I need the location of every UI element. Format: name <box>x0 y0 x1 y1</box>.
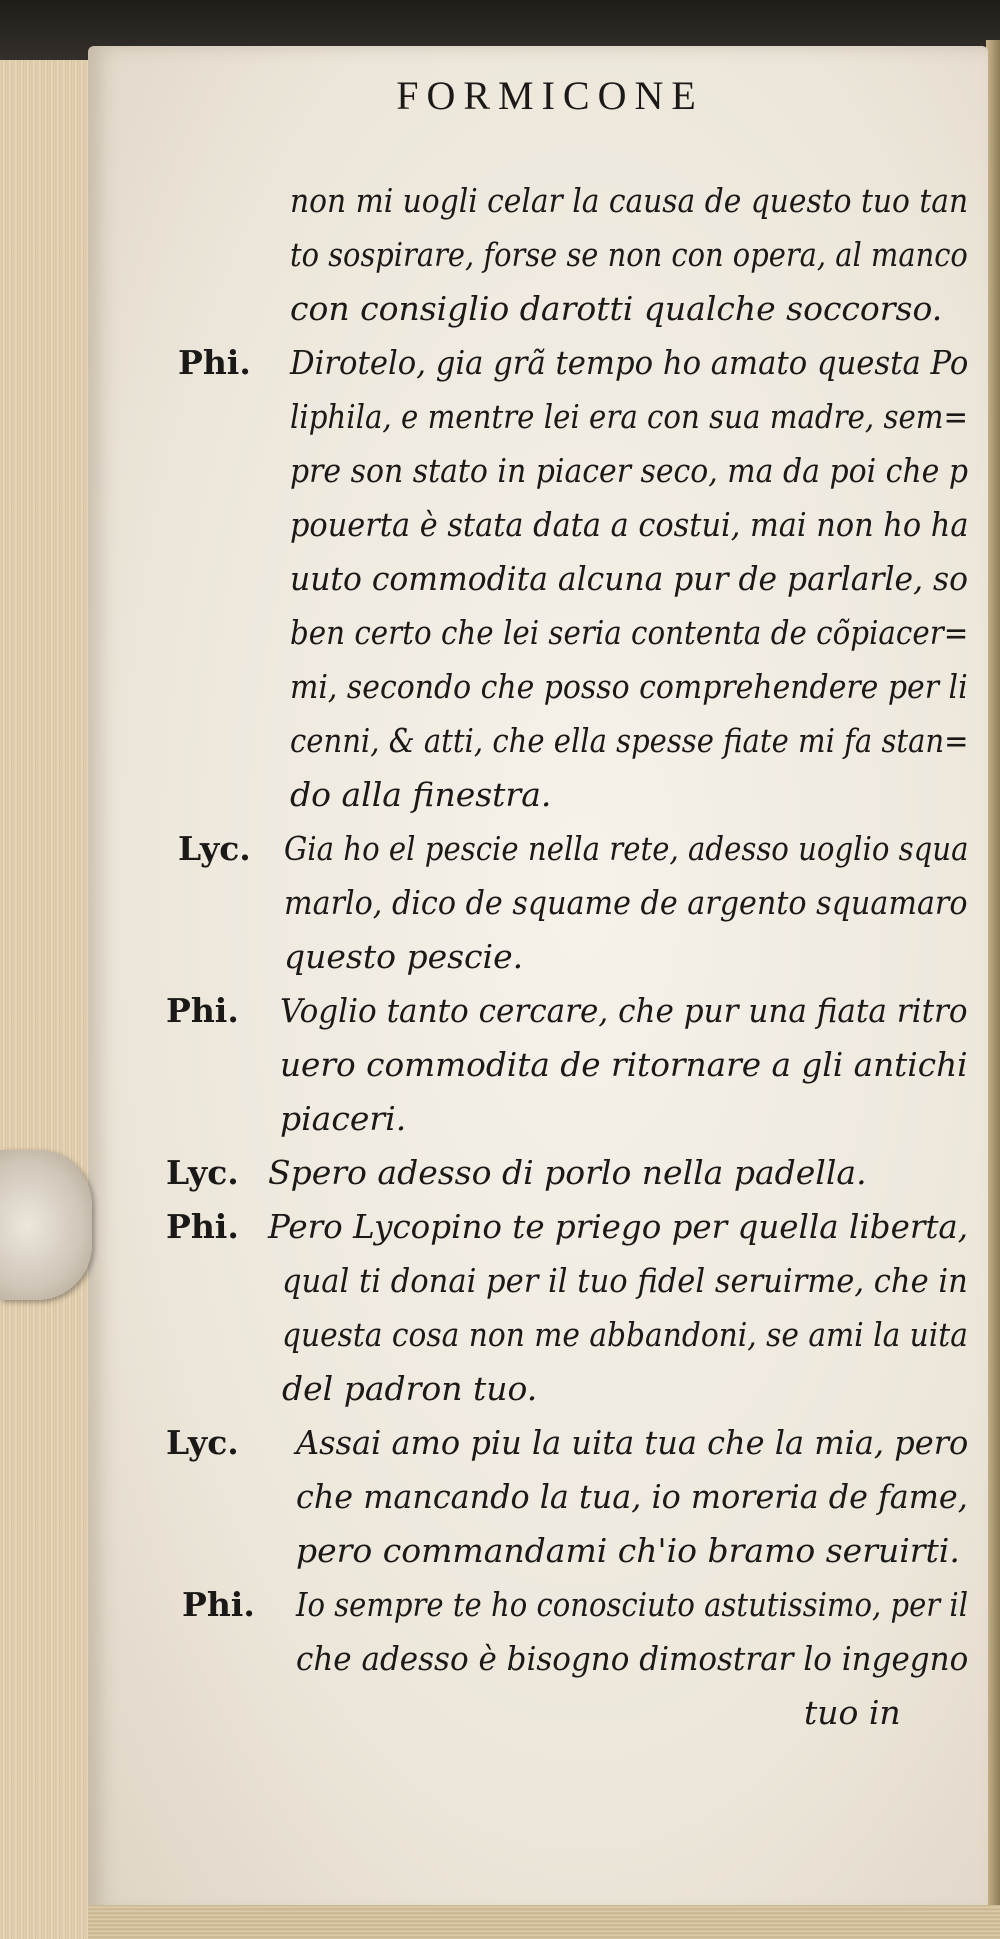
speaker-label: Lyc. <box>178 829 251 868</box>
text-line: Dirotelo, gia grã tempo ho amato questa Po <box>290 343 969 382</box>
text-line: do alla finestra. <box>290 775 552 814</box>
text-line: liphila, e mentre lei era con sua madre, sem= <box>290 397 968 436</box>
speaker-label: Lyc. <box>166 1153 239 1192</box>
speaker-label: Phi. <box>178 343 251 382</box>
text-line: che adesso è bisogno dimostrar lo ingegno <box>296 1639 969 1678</box>
book-page-edges <box>0 60 94 1939</box>
text-line: uuto commodita alcuna pur de parlarle, so <box>290 559 968 598</box>
text-line: cenni, & atti, che ella spesse fiate mi fa stan= <box>290 721 969 760</box>
book-bottom-edge <box>88 1905 1000 1939</box>
page-clip <box>0 1150 92 1300</box>
speaker-label: Phi. <box>182 1585 255 1624</box>
book-right-edge <box>986 40 1000 1939</box>
catchword: tuo in <box>804 1693 901 1732</box>
speaker-label: Phi. <box>166 1207 239 1246</box>
speaker-label: Phi. <box>166 991 239 1030</box>
text-line: ben certo che lei seria contenta de cõpiacer= <box>290 613 969 652</box>
speaker-label: Lyc. <box>166 1423 239 1462</box>
running-head: FORMICONE <box>396 73 704 118</box>
text-line: pero commandami ch'io bramo seruirti. <box>296 1531 960 1570</box>
text-line: Assai amo piu la uita tua che la mia, pero <box>296 1423 969 1462</box>
text-line: con consiglio darotti qualche soccorso. <box>290 289 943 328</box>
text-line: marlo, dico de squame de argento squamaro <box>284 883 968 922</box>
text-line: Io sempre te ho conosciuto astutissimo, per il <box>296 1585 969 1624</box>
text-line: Pero Lycopino te priego per quella liberta, <box>268 1207 969 1246</box>
text-line: piaceri. <box>280 1099 407 1138</box>
text-line: Voglio tanto cercare, che pur una fiata ritro <box>280 991 968 1030</box>
text-line: qual ti donai per il tuo fidel seruirme, che in <box>282 1261 968 1300</box>
text-line: Spero adesso di porlo nella padella. <box>268 1153 867 1192</box>
text-line: questa cosa non me abbandoni, se ami la uita <box>282 1315 968 1354</box>
text-line: questo pescie. <box>284 937 524 976</box>
text-line: uero commodita de ritornare a gli antichi <box>280 1045 968 1084</box>
text-line: mi, secondo che posso comprehendere per li <box>290 667 968 706</box>
text-line: del padron tuo. <box>282 1369 538 1408</box>
text-line: to sospirare, forse se non con opera, al manco <box>290 235 968 274</box>
text-line: pouerta è stata data a costui, mai non ho ha <box>290 505 969 544</box>
text-line: Gia ho el pescie nella rete, adesso uoglio squa <box>284 829 969 868</box>
text-line: che mancando la tua, io moreria de fame, <box>296 1477 968 1516</box>
text-line: non mi uogli celar la causa de questo tuo tan <box>290 181 969 220</box>
text-line: pre son stato in piacer seco, ma da poi che p <box>290 451 968 490</box>
